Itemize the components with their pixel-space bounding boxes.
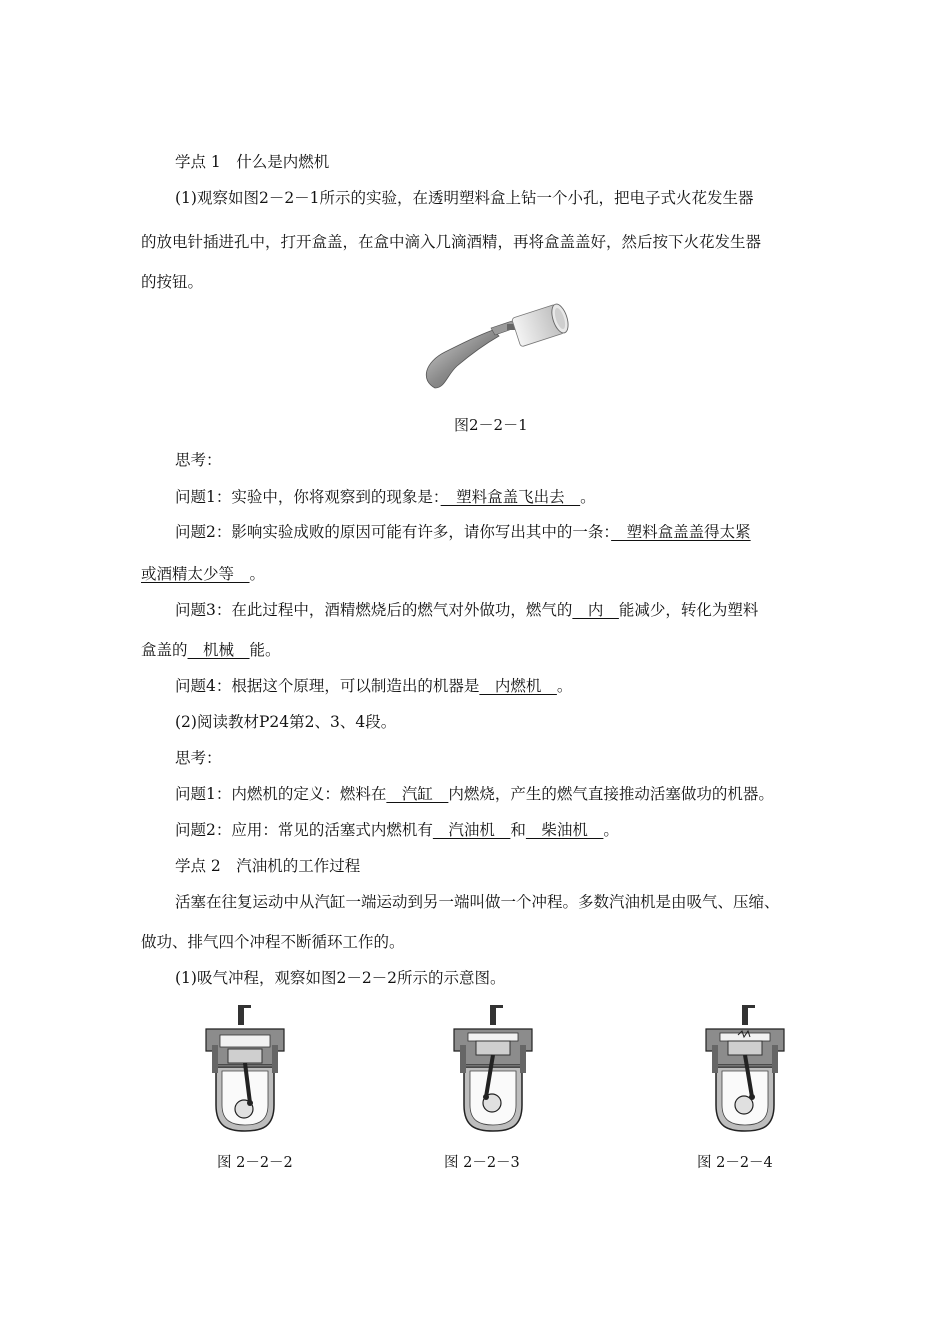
section-2-heading: 学点 2 汽油机的工作过程 xyxy=(175,857,361,875)
stroke-paragraph-line-1: 活塞在往复运动中从汽缸一端运动到另一端叫做一个冲程。多数汽油机是由吸气、压缩、 xyxy=(175,893,780,911)
experiment-text-line-2: 的放电针插进孔中，打开盒盖，在盒中滴入几滴酒精，再将盒盖盖好，然后按下火花发生器 xyxy=(141,233,762,251)
answer-blank: 机械 xyxy=(187,641,250,659)
intake-stroke-text: (1)吸气冲程，观察如图2－2－2所示的示意图。 xyxy=(175,969,506,987)
answer-blank: 内 xyxy=(572,601,619,619)
question-3-line-2: 盒盖的 机械 能。 xyxy=(141,641,281,659)
answer-blank: 内燃机 xyxy=(479,677,557,695)
figure-4-caption: 图 2－2－4 xyxy=(697,1155,773,1171)
question-1: 问题1：实验中，你将观察到的现象是： 塑料盒盖飞出去 。 xyxy=(175,488,596,506)
reading-instruction: (2)阅读教材P24第2、3、4段。 xyxy=(175,713,397,731)
answer-blank: 塑料盒盖盖得太紧 xyxy=(611,523,751,541)
answer-blank: 汽油机 xyxy=(432,821,511,839)
stroke-paragraph-line-2: 做功、排气四个冲程不断循环工作的。 xyxy=(141,933,405,951)
question-2-line-2: 或酒精太少等 。 xyxy=(141,565,266,583)
figure-3-caption: 图 2－2－3 xyxy=(444,1155,520,1171)
spark-generator-figure xyxy=(415,300,570,395)
answer-blank: 或酒精太少等 xyxy=(141,565,250,583)
experiment-text-line-1: (1)观察如图2－2－1所示的实验，在透明塑料盒上钻一个小孔，把电子式火花发生器 xyxy=(175,189,754,207)
think-label-1: 思考： xyxy=(175,451,222,469)
application-question: 问题2：应用：常见的活塞式内燃机有 汽油机 和 柴油机 。 xyxy=(175,821,619,839)
section-1-heading: 学点 1 什么是内燃机 xyxy=(175,153,330,171)
figure-1-caption: 图2－2－1 xyxy=(454,416,528,434)
answer-blank: 柴油机 xyxy=(525,821,604,839)
definition-question: 问题1：内燃机的定义：燃料在 汽缸 内燃烧，产生的燃气直接推动活塞做功的机器。 xyxy=(175,785,774,803)
question-4: 问题4：根据这个原理，可以制造出的机器是 内燃机 。 xyxy=(175,677,573,695)
think-label-2: 思考： xyxy=(175,749,222,767)
answer-blank: 塑料盒盖飞出去 xyxy=(440,488,581,506)
engine-intake-figure xyxy=(200,1005,290,1133)
figure-2-caption: 图 2－2－2 xyxy=(217,1155,293,1171)
engine-power-figure xyxy=(700,1005,790,1133)
engine-compression-figure xyxy=(448,1005,538,1133)
answer-blank: 汽缸 xyxy=(386,785,449,803)
question-3-line-1: 问题3：在此过程中，酒精燃烧后的燃气对外做功，燃气的 内 能减少，转化为塑料 xyxy=(175,601,759,619)
experiment-text-line-3: 的按钮。 xyxy=(141,273,204,291)
question-2-line-1: 问题2：影响实验成败的原因可能有许多，请你写出其中的一条： 塑料盒盖盖得太紧 xyxy=(175,523,751,541)
